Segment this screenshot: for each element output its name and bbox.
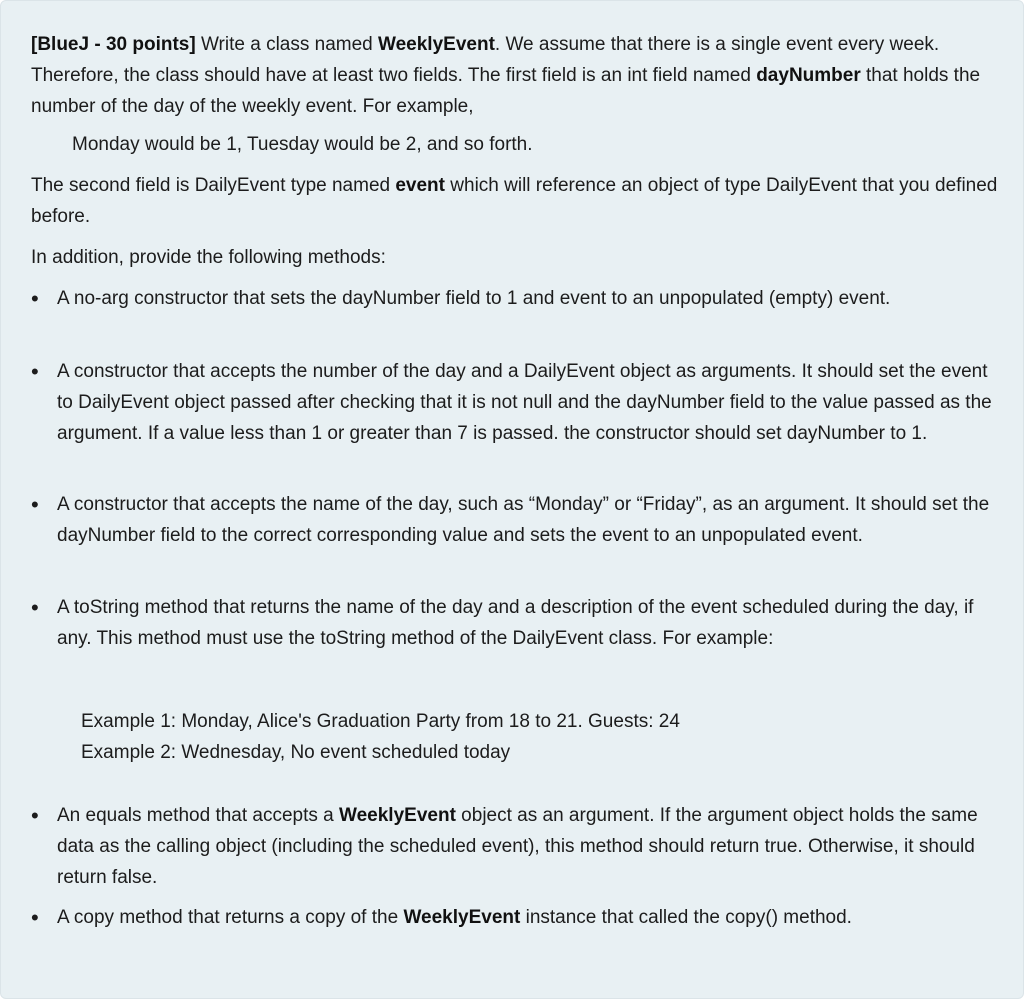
- bullet-3: •: [31, 492, 39, 517]
- copy-text-1: A copy method that returns a copy of the: [57, 907, 404, 928]
- equals-text-2: object as an argument. If the argument object holds the same data as the calling object (including the scheduled event), this method should return true. Otherwise, it should return false.: [57, 805, 978, 888]
- equals-text-1: An equals method that accepts a: [57, 805, 340, 826]
- class-name: WeeklyEvent: [378, 34, 495, 55]
- bullet-5: •: [31, 803, 39, 828]
- equals-class-name: WeeklyEvent: [339, 805, 456, 826]
- method-item-tostring: A toString method that returns the name of the day and a description of the event scheduled during the day, if any. This method must use the toString method of the DailyEvent class. For example:: [57, 597, 974, 649]
- method-item-copy: [57, 902, 1007, 933]
- points-tag: [BlueJ - 30 points]: [31, 34, 196, 55]
- method-item-constructor-day-event: A constructor that accepts the number of the day and a DailyEvent object as arguments. It should set the event to DailyEvent object passed after checking that it is not null and the dayNumber field to the value passed as the argument. If a value less than 1 or greater than 7 is passed. the constructor should set dayNumber to 1.: [57, 361, 992, 444]
- method-item-noarg: A no-arg constructor that sets the dayNumber field to 1 and event to an unpopulated (empty) event.: [57, 288, 891, 309]
- bullet-6: •: [31, 905, 39, 930]
- example-2: Example 2: Wednesday, No event scheduled today: [81, 742, 511, 763]
- field-daynumber: dayNumber: [756, 65, 861, 86]
- intro-text-2: . We assume that there is a single event every week. Therefore, the class should have at least two fields. The first field is an int field named: [31, 34, 940, 86]
- bullet-4: •: [31, 595, 39, 620]
- bullet-2: •: [31, 359, 39, 384]
- intro-text-3: that holds the number of the day of the weekly event. For example,: [31, 65, 981, 117]
- day-example-line: Monday would be 1, Tuesday would be 2, and so forth.: [72, 134, 533, 155]
- field-event: event: [395, 175, 445, 196]
- methods-intro: In addition, provide the following methods:: [31, 247, 386, 268]
- second-field-text-1: The second field is DailyEvent type named: [31, 175, 396, 196]
- intro-text-1: Write a class named: [195, 34, 379, 55]
- method-item-equals: [57, 800, 1007, 893]
- example-1: Example 1: Monday, Alice's Graduation Party from 18 to 21. Guests: 24: [81, 711, 680, 732]
- copy-class-name: WeeklyEvent: [403, 907, 521, 928]
- second-field-text-2: which will reference an object of type DailyEvent that you defined before.: [31, 175, 998, 227]
- method-item-constructor-name: A constructor that accepts the name of the day, such as “Monday” or “Friday”, as an argument. It should set the dayNumber field to the correct corresponding value and sets the event to an unpopulated event.: [57, 494, 990, 546]
- second-field-paragraph: [31, 170, 1011, 232]
- bullet-1: •: [31, 286, 39, 311]
- copy-text-2: instance that called the copy() method.: [520, 907, 852, 928]
- intro-paragraph: [31, 29, 1011, 122]
